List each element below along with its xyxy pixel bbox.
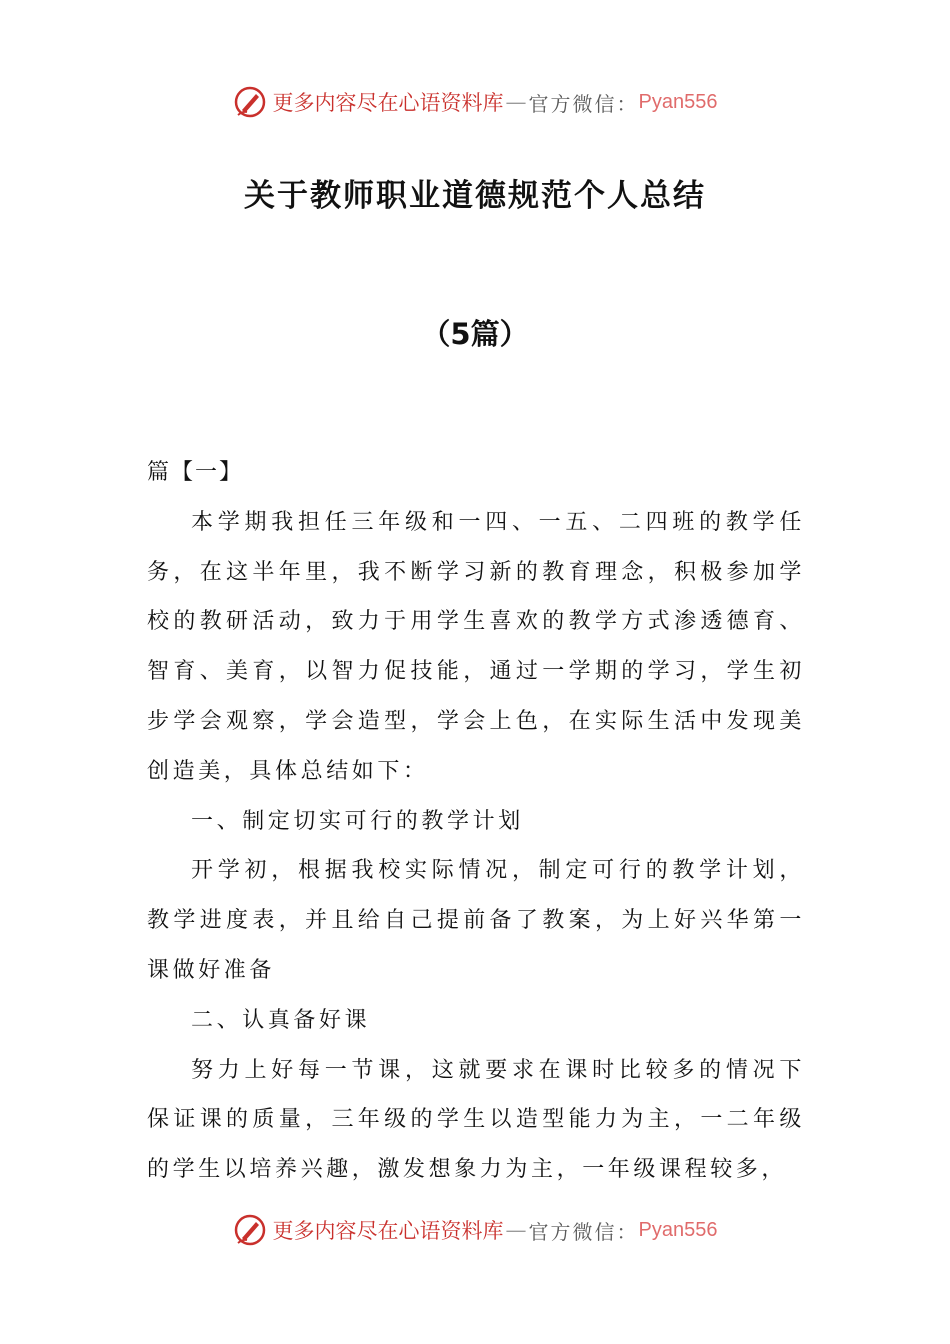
pen-logo-icon: [233, 85, 267, 119]
body-heading: 二、认真备好课: [191, 1007, 371, 1033]
document-body: [147, 448, 805, 1195]
watermark-brand-text: 更多内容尽在心语资料库: [272, 1219, 504, 1243]
document-title: 关于教师职业道德规范个人总结: [244, 178, 706, 214]
body-paragraph: 本学期我担任三年级和一四、一五、二四班的教学任务，在这半年里，我不断学习新的教育理念，积极参加学校的教研活动，致力于用学生喜欢的教学方式渗透德育、智育、美育，以智力促技能，通过一学期的学习，学生初步学会观察，学会造型，学会上色，在实际生活中发现美创造美，具体总结如下：: [147, 509, 805, 784]
watermark-wechat-id: Pyan556: [638, 90, 718, 113]
watermark-separator: —: [505, 90, 527, 114]
watermark-wechat-label: 官方微信：: [528, 91, 639, 116]
watermark-banner-top: [0, 82, 950, 122]
document-subtitle: （5篇）: [421, 317, 529, 351]
section-label: 篇【一】: [147, 460, 244, 485]
watermark-wechat-id: Pyan556: [638, 1218, 718, 1241]
pen-logo-icon: [233, 1213, 267, 1247]
body-paragraph: 努力上好每一节课，这就要求在课时比较多的情况下保证课的质量，三年级的学生以造型能力为主，一二年级的学生以培养兴趣，激发想象力为主，一年级课程较多，: [147, 1057, 805, 1183]
watermark-banner-bottom: [0, 1210, 950, 1250]
watermark-brand-text: 更多内容尽在心语资料库: [272, 91, 504, 115]
watermark-separator: —: [505, 1218, 527, 1242]
body-heading: 一、制定切实可行的教学计划: [191, 808, 524, 834]
watermark-wechat-label: 官方微信：: [528, 1219, 639, 1244]
body-paragraph: 开学初，根据我校实际情况，制定可行的教学计划，教学进度表，并且给自己提前备了教案，为上好兴华第一课做好准备: [147, 858, 805, 983]
